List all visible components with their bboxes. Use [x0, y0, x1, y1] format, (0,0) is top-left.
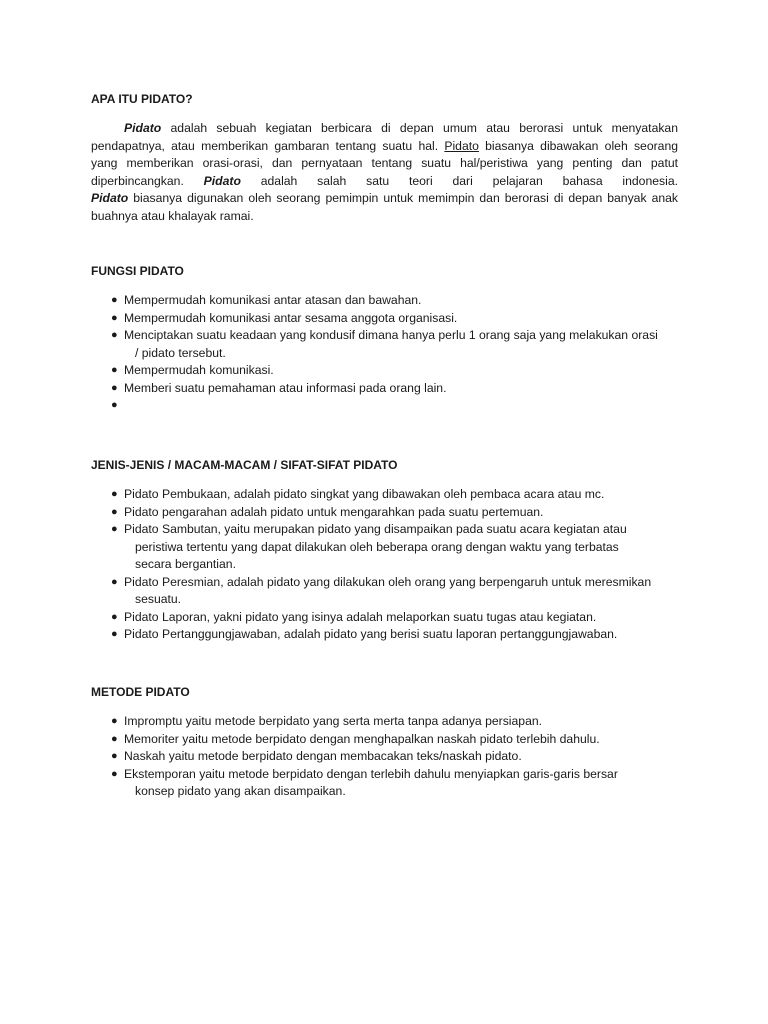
list-item-text: Menciptakan suatu keadaan yang kondusif dimana hanya perlu 1 orang saja yang melakukan orasi [124, 328, 658, 342]
bullet-icon: ● [111, 750, 118, 762]
bullet-icon: ● [111, 610, 118, 623]
bullet-icon: ● [111, 364, 118, 376]
list-item-text: peristiwa tertentu yang dapat dilakukan oleh beberapa orang dengan waktu yang terbatas [135, 539, 619, 554]
section-heading-apa-itu-pidato: APA ITU PIDATO? [91, 92, 193, 106]
list-item-text [124, 397, 687, 415]
bullet-icon: ● [111, 294, 118, 306]
list-item-text: Impromptu yaitu metode berpidato yang serta merta tanpa adanya persiapan. [124, 714, 543, 728]
bullet-icon: ● [111, 381, 118, 394]
emphasized-term: Pidato [124, 121, 162, 135]
list-item-text: Mempermudah komunikasi antar atasan dan bawahan. [124, 293, 422, 307]
paragraph-line [91, 155, 678, 173]
bullet-icon: ● [111, 311, 118, 324]
list-item-text: Naskah yaitu metode berpidato dengan membacakan teks/naskah pidato. [124, 749, 522, 763]
emphasized-term: Pidato [91, 191, 129, 205]
list-item [107, 521, 687, 574]
metode-list [107, 713, 687, 801]
list-item-text: sesuatu. [135, 592, 182, 606]
underlined-term: Pidato [444, 138, 479, 153]
list-item-text: Mempermudah komunikasi antar sesama anggota organisasi. [124, 310, 458, 325]
paragraph-line [91, 138, 678, 156]
list-item-text: Pidato Sambutan, yaitu merupakan pidato yang disampaikan pada suatu acara kegiatan atau [124, 522, 627, 536]
list-item [107, 310, 687, 328]
paragraph-line [91, 173, 678, 191]
list-item-text: Pidato Pembukaan, adalah pidato singkat yang dibawakan oleh pembaca acara atau mc. [124, 487, 605, 501]
section-heading-metode-pidato: METODE PIDATO [91, 685, 190, 699]
list-item [107, 713, 687, 731]
paragraph-line [91, 120, 678, 138]
paragraph-text: diperbincangkan. [91, 173, 204, 188]
list-item-text: Pidato Pertanggungjawaban, adalah pidato yang berisi suatu laporan pertanggungjawaban. [124, 627, 618, 641]
fungsi-list [107, 292, 687, 415]
bullet-icon: ● [111, 488, 118, 500]
bullet-icon: ● [111, 575, 118, 588]
paragraph-text: biasanya dibawakan oleh seorang [478, 138, 679, 153]
list-item [107, 574, 687, 609]
list-item-text: Mempermudah komunikasi. [124, 363, 274, 377]
list-item-text: Memoriter yaitu metode berpidato dengan menghapalkan naskah pidato terlebih dahulu. [124, 731, 600, 746]
bullet-icon: ● [111, 329, 118, 341]
list-item-text: / pidato tersebut. [135, 345, 226, 360]
paragraph-text: pendapatnya, atau memberikan gambaran tentang suatu hal. [91, 138, 445, 153]
list-item [107, 609, 687, 627]
paragraph-text: adalah sebuah kegiatan berbicara di depan umum atau berorasi untuk menyatakan [161, 121, 678, 135]
paragraph-text: adalah salah satu teori dari pelajaran bahasa indonesia. [240, 173, 678, 188]
section-heading-jenis-pidato: JENIS-JENIS / MACAM-MACAM / SIFAT-SIFAT PIDATO [91, 458, 398, 472]
jenis-list [107, 486, 687, 644]
section-heading-fungsi-pidato: FUNGSI PIDATO [91, 264, 184, 278]
list-item [107, 292, 687, 310]
bullet-icon: ● [111, 628, 118, 640]
list-item-text: Pidato pengarahan adalah pidato untuk mengarahkan pada suatu pertemuan. [124, 504, 544, 519]
emphasized-term: Pidato [203, 173, 241, 188]
list-item-text: konsep pidato yang akan disampaikan. [135, 784, 346, 798]
paragraph-line [91, 208, 678, 226]
list-item [107, 766, 687, 801]
paragraph-line [91, 190, 678, 208]
list-item [107, 486, 687, 504]
list-item-text: Pidato Peresmian, adalah pidato yang dilakukan oleh orang yang berpengaruh untuk meresmikan [124, 574, 652, 589]
list-item [107, 504, 687, 522]
list-item [107, 327, 687, 362]
paragraph-text: yang memberikan orasi-orasi, dan pernyataan tentang suatu hal/peristiwa yang penting dan patut [91, 156, 678, 170]
bullet-icon: ● [111, 767, 118, 780]
paragraph-text: buahnya atau khalayak ramai. [91, 208, 254, 223]
bullet-icon: ● [111, 715, 118, 727]
list-item-text: secara bergantian. [135, 557, 236, 571]
list-item [107, 380, 687, 398]
bullet-icon: ● [111, 505, 118, 518]
bullet-icon: ● [111, 399, 118, 411]
list-item-text: Pidato Laporan, yakni pidato yang isinya adalah melaporkan suatu tugas atau kegiatan. [124, 609, 597, 624]
bullet-icon: ● [111, 523, 118, 535]
list-item-text: Ekstemporan yaitu metode berpidato dengan terlebih dahulu menyiapkan garis-garis bersar [124, 766, 618, 781]
list-item [107, 397, 687, 415]
intro-paragraph [91, 120, 678, 225]
paragraph-text: biasanya digunakan oleh seorang pemimpin untuk memimpin dan berorasi di depan banyak anak [128, 191, 678, 205]
list-item-text: Memberi suatu pemahaman atau informasi pada orang lain. [124, 380, 447, 395]
list-item [107, 748, 687, 766]
list-item [107, 731, 687, 749]
list-item [107, 362, 687, 380]
list-item [107, 626, 687, 644]
bullet-icon: ● [111, 732, 118, 745]
